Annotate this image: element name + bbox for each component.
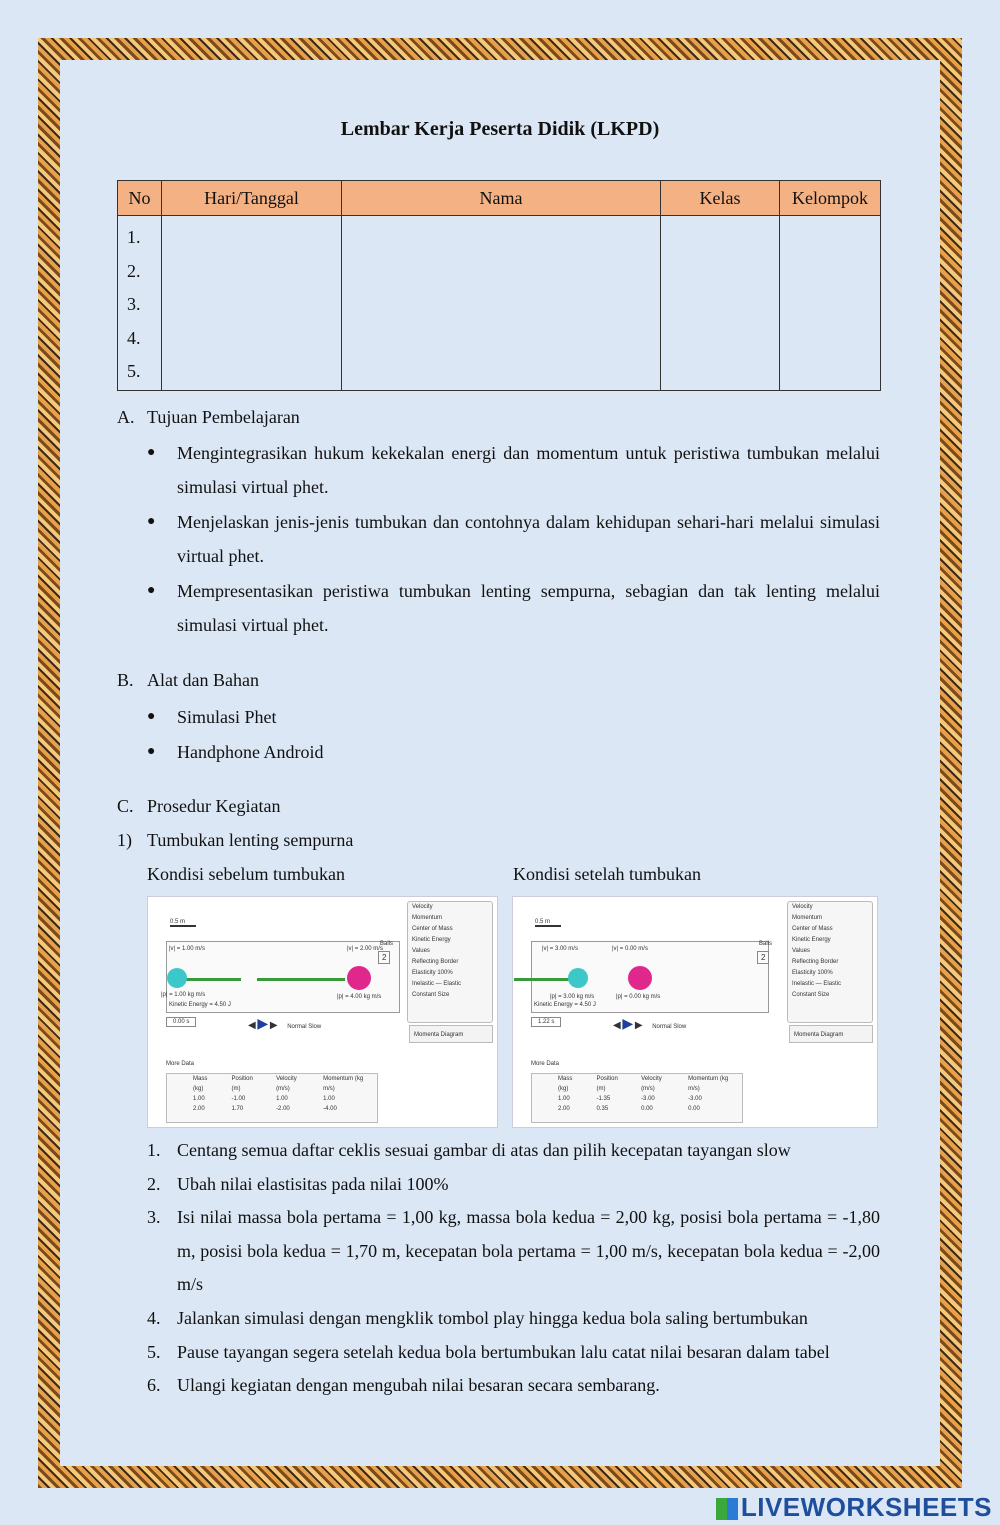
option-velocity[interactable]: Velocity <box>792 904 813 910</box>
list-item: ● Mempresentasikan peristiwa tumbukan lenting sempurna, sebagian dan tak lenting melalui simulasi virtual phet. <box>147 574 880 642</box>
options-panel <box>407 901 493 1023</box>
play-icon[interactable]: ▶ <box>622 1015 634 1031</box>
ball1-momentum: |p| = 3.00 kg m/s <box>550 994 595 1000</box>
sim-after-screenshot <box>512 896 878 1128</box>
slow-radio[interactable]: Slow <box>308 1024 322 1030</box>
normal-radio[interactable]: Normal <box>287 1024 307 1030</box>
option-momentum[interactable]: Momentum <box>412 915 443 921</box>
playback-controls <box>248 1015 321 1032</box>
kinetic-energy: Kinetic Energy = 4.50 J <box>534 1002 596 1008</box>
constant-size-checkbox[interactable]: Constant Size <box>412 992 450 998</box>
time-display: 1.22 s <box>531 1017 561 1027</box>
identity-table <box>117 180 881 391</box>
col-class: Kelas <box>661 181 780 216</box>
option-momentum[interactable]: Momentum <box>792 915 823 921</box>
list-item: ● Menjelaskan jenis-jenis tumbukan dan contohnya dalam kehidupan sehari-hari melalui simulasi virtual phet. <box>147 505 880 573</box>
velocity-arrow <box>514 978 572 981</box>
scale-label: 0.5 m <box>170 919 186 925</box>
table-row: 2.00 0.35 0.00 0.00 <box>558 1106 700 1112</box>
step-forward-icon[interactable]: ▶ <box>269 1020 278 1031</box>
row-number: 5. <box>127 361 141 381</box>
balls-spinner[interactable]: 2 <box>757 951 769 964</box>
row-number: 4. <box>127 327 141 348</box>
option-center-of-mass[interactable]: Center of Mass <box>792 926 833 932</box>
velocity-arrow <box>181 978 241 981</box>
row-number: 2. <box>127 260 141 281</box>
option-kinetic-energy[interactable]: Kinetic Energy <box>792 937 831 943</box>
ball1-velocity: |v| = 1.00 m/s <box>169 946 205 952</box>
option-reflecting-border[interactable]: Reflecting Border <box>792 959 839 965</box>
ball-2[interactable] <box>628 966 652 990</box>
option-reflecting-border[interactable]: Reflecting Border <box>412 959 459 965</box>
play-icon[interactable]: ▶ <box>257 1015 269 1031</box>
table-row: 1.00 -1.35 -3.00 -3.00 <box>558 1096 702 1102</box>
ball2-momentum: |p| = 0.00 kg m/s <box>616 994 661 1000</box>
ball-2[interactable] <box>347 966 371 990</box>
scale-bar <box>170 925 196 927</box>
elasticity-slider[interactable]: Inelastic — Elastic <box>792 981 842 987</box>
options-panel <box>787 901 873 1023</box>
scale-label: 0.5 m <box>535 919 551 925</box>
objectives-list <box>147 436 880 642</box>
name-cell[interactable] <box>342 216 661 391</box>
ball-1[interactable] <box>167 968 187 988</box>
option-velocity[interactable]: Velocity <box>412 904 433 910</box>
step-item: 3. Isi nilai massa bola pertama = 1,00 kg, massa bola kedua = 2,00 kg, posisi bola pertama = -1,80 m, posisi bola kedua = 1,70 m, kecepatan bola pertama = 1,00 m/s, kecepatan bola kedua = -2,00 m/s <box>147 1207 880 1295</box>
table-row: 1.00 -1.00 1.00 1.00 <box>193 1096 335 1102</box>
col-date: Hari/Tanggal <box>162 181 342 216</box>
col-no: No <box>118 181 162 216</box>
step-item: 4. Jalankan simulasi dengan mengklik tombol play hingga kedua bola saling bertumbukan <box>147 1307 808 1328</box>
ball2-velocity: |v| = 0.00 m/s <box>612 946 648 952</box>
more-data-checkbox[interactable]: More Data <box>531 1061 560 1067</box>
section-letter: B. <box>117 670 134 690</box>
tools-list <box>147 700 880 769</box>
bullet-icon: ● <box>147 514 156 529</box>
balls-spinner[interactable]: 2 <box>378 951 390 964</box>
option-center-of-mass[interactable]: Center of Mass <box>412 926 453 932</box>
time-display: 0.00 s <box>166 1017 196 1027</box>
procedure-steps <box>147 1134 880 1403</box>
caption-after: Kondisi setelah tumbukan <box>513 864 701 884</box>
ball1-momentum: |p| = 1.00 kg m/s <box>161 992 206 998</box>
elasticity-label: Elasticity 100% <box>792 970 833 976</box>
bullet-icon: ● <box>147 583 156 598</box>
subsection-heading <box>117 830 353 851</box>
playback-controls <box>613 1015 686 1032</box>
velocity-arrow <box>257 978 345 981</box>
row-number: 3. <box>127 294 141 314</box>
elasticity-label: Elasticity 100% <box>412 970 453 976</box>
data-table: Mass (kg) Position (m) Velocity (m/s) Momentum (kg m/s) 1.00 -1.00 1.00 1.00 2.00 1.70 -2.00 -4.00 <box>166 1073 378 1123</box>
normal-radio[interactable]: Normal <box>652 1024 672 1030</box>
section-letter: C. <box>117 796 134 816</box>
row-number: 1. <box>127 227 141 247</box>
subsection-number: 1) <box>117 830 132 850</box>
liveworksheets-logo[interactable]: LIVEWORKSHEETS <box>716 1492 992 1523</box>
constant-size-checkbox[interactable]: Constant Size <box>792 992 830 998</box>
class-cell[interactable] <box>661 216 780 391</box>
ball1-velocity: |v| = 3.00 m/s <box>542 946 578 952</box>
step-item: 1. Centang semua daftar ceklis sesuai gambar di atas dan pilih kecepatan tayangan slow <box>147 1140 791 1160</box>
step-item: 6. Ulangi kegiatan dengan mengubah nilai besaran secara sembarang. <box>147 1375 660 1396</box>
col-group: Kelompok <box>780 181 881 216</box>
bullet-icon: ● <box>147 744 156 759</box>
subsection-title: Tumbukan lenting sempurna <box>147 830 354 850</box>
more-data-checkbox[interactable]: More Data <box>166 1061 195 1067</box>
option-values[interactable]: Values <box>412 948 430 954</box>
scale-bar <box>535 925 561 927</box>
section-title: Tujuan Pembelajaran <box>147 407 300 427</box>
step-item: 5. Pause tayangan segera setelah kedua bola bertumbukan lalu catat nilai besaran dalam tabel <box>147 1341 830 1362</box>
step-back-icon[interactable]: ◀ <box>248 1020 256 1031</box>
logo-icon <box>716 1498 738 1520</box>
group-cell[interactable] <box>780 216 881 391</box>
sim-before-screenshot <box>147 896 498 1128</box>
numbers-cell <box>118 216 162 391</box>
kinetic-energy: Kinetic Energy = 4.50 J <box>169 1002 231 1008</box>
list-item: ● Mengintegrasikan hukum kekekalan energi dan momentum untuk peristiwa tumbukan melalui simulasi virtual phet. <box>147 436 880 504</box>
step-item: 2. Ubah nilai elastisitas pada nilai 100% <box>147 1173 449 1194</box>
bullet-icon: ● <box>147 709 156 724</box>
option-kinetic-energy[interactable]: Kinetic Energy <box>412 937 451 943</box>
page-title: Lembar Kerja Peserta Didik (LKPD) <box>340 118 660 140</box>
ball-1[interactable] <box>568 968 588 988</box>
section-title: Prosedur Kegiatan <box>147 796 281 816</box>
section-b-heading <box>117 670 259 691</box>
sim-track <box>161 941 400 1013</box>
section-title: Alat dan Bahan <box>147 670 259 690</box>
slow-radio[interactable]: Slow <box>673 1024 687 1030</box>
section-a-heading <box>117 407 300 428</box>
sim-track <box>531 941 769 1013</box>
bullet-icon: ● <box>147 445 156 460</box>
caption-before: Kondisi sebelum tumbukan <box>147 864 345 884</box>
list-item: ● Simulasi Phet <box>147 700 880 734</box>
balls-label: Balls <box>380 941 394 947</box>
momenta-diagram-button[interactable]: Momenta Diagram <box>789 1025 873 1043</box>
elasticity-slider[interactable]: Inelastic — Elastic <box>412 981 462 987</box>
step-back-icon[interactable]: ◀ <box>613 1020 621 1031</box>
list-item: ● Handphone Android <box>147 735 880 769</box>
table-row: 2.00 1.70 -2.00 -4.00 <box>193 1106 337 1112</box>
momenta-diagram-button[interactable]: Momenta Diagram <box>409 1025 493 1043</box>
ball2-velocity: |v| = 2.00 m/s <box>347 946 383 952</box>
section-letter: A. <box>117 407 135 427</box>
step-forward-icon[interactable]: ▶ <box>634 1020 643 1031</box>
option-values[interactable]: Values <box>792 948 810 954</box>
col-name: Nama <box>342 181 661 216</box>
date-cell[interactable] <box>162 216 342 391</box>
ball2-momentum: |p| = 4.00 kg m/s <box>337 994 382 1000</box>
section-c-heading <box>117 796 280 817</box>
balls-label: Balls <box>759 941 773 947</box>
data-table: Mass (kg) Position (m) Velocity (m/s) Momentum (kg m/s) 1.00 -1.35 -3.00 -3.00 2.00 0.35 0.00 0.00 <box>531 1073 743 1123</box>
